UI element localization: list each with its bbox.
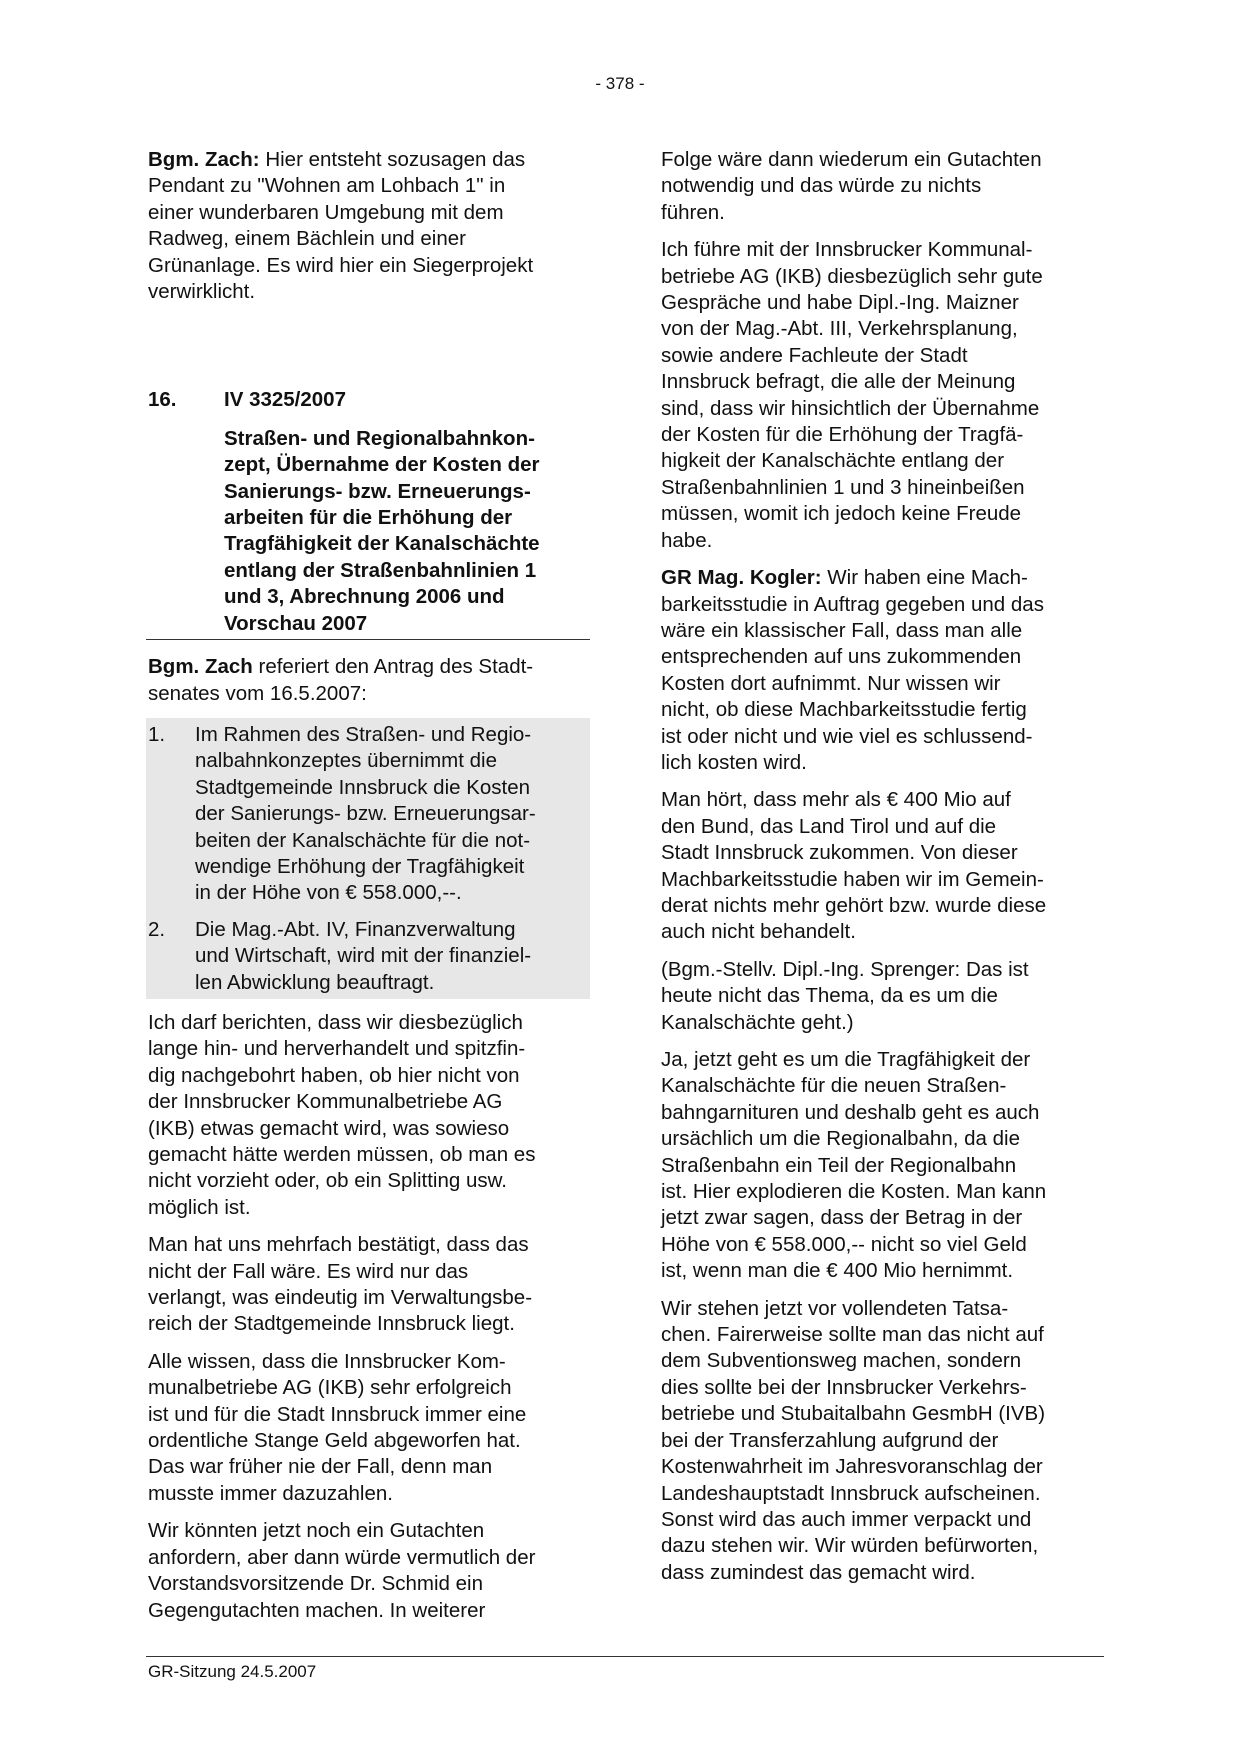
text-line: sowie andere Fachleute der Stadt — [661, 343, 968, 367]
text-line: Wir stehen jetzt vor vollendeten Tatsa- — [661, 1296, 1009, 1320]
text-line: barkeitsstudie in Auftrag gegeben und das — [661, 592, 1044, 616]
title-line: entlang der Straßenbahnlinien 1 — [224, 558, 537, 582]
text-line: wäre ein klassischer Fall, dass man alle — [661, 618, 1023, 642]
text-line: ist und für die Stadt Innsbruck immer eine — [148, 1402, 527, 1426]
motion-item-number: 2. — [148, 917, 166, 941]
text-line: Alle wissen, dass die Innsbrucker Kom- — [148, 1349, 506, 1373]
paragraph-bgm-zach-intro — [148, 147, 590, 305]
text-line: verlangt, was eindeutig im Verwaltungsbe- — [148, 1286, 533, 1310]
motion-box — [146, 718, 590, 999]
text-line: bahngarnituren und deshalb geht es auch — [661, 1100, 1040, 1124]
speaker-name: GR Mag. Kogler: — [661, 566, 822, 590]
footer-divider — [146, 1656, 1104, 1657]
text-line: Ich darf berichten, dass wir diesbezüglich — [148, 1010, 523, 1034]
text-line: Die Mag.-Abt. IV, Finanzverwaltung — [195, 917, 516, 941]
paragraph — [661, 1296, 1103, 1586]
text-line: dem Subventionsweg machen, sondern — [661, 1349, 1022, 1373]
left-column — [148, 147, 590, 1635]
text-line: dazu stehen wir. Wir würden befürworten, — [661, 1534, 1039, 1558]
speaker-name: Bgm. Zach — [148, 655, 253, 679]
text-line: habe. — [661, 528, 713, 552]
footer-session-date: GR-Sitzung 24.5.2007 — [148, 1662, 317, 1681]
text-line: musste immer dazuzahlen. — [148, 1481, 393, 1505]
text-line: nicht der Fall wäre. Es wird nur das — [148, 1259, 469, 1283]
text-line: Kanalschächte für die neuen Straßen- — [661, 1074, 1007, 1098]
motion-item-number: 1. — [148, 722, 166, 746]
text-line: notwendig und das würde zu nichts — [661, 174, 982, 198]
text-line: Pendant zu "Wohnen am Lohbach 1" in — [148, 174, 506, 198]
text-line: (Bgm.-Stellv. Dipl.-Ing. Sprenger: Das ist — [661, 957, 1029, 981]
text-line: Landeshauptstadt Innsbruck aufscheinen. — [661, 1481, 1041, 1505]
text-line: Stadtgemeinde Innsbruck die Kosten — [195, 775, 531, 799]
text-line: Radweg, einem Bächlein und einer — [148, 227, 466, 251]
text-line: reich der Stadtgemeinde Innsbruck liegt. — [148, 1312, 515, 1336]
text-line: anfordern, aber dann würde vermutlich der — [148, 1545, 536, 1569]
motion-item-text — [195, 917, 590, 996]
paragraph-gr-mag-kogler — [661, 565, 1103, 776]
text-line: chen. Fairerweise sollte man das nicht auf — [661, 1323, 1044, 1347]
speaker-name: Bgm. Zach: — [148, 148, 260, 171]
text-line: verwirklicht. — [148, 280, 256, 304]
text-line: derat nichts mehr gehört bzw. wurde diese — [661, 893, 1047, 917]
text-line: gemacht hätte werden müssen, ob man es — [148, 1143, 536, 1166]
title-line: Sanierungs- bzw. Erneuerungs- — [224, 479, 531, 503]
text-line: ursächlich um die Regionalbahn, da die — [661, 1127, 1020, 1151]
text-line: bei der Transferzahlung aufgrund der — [661, 1428, 999, 1452]
text-line: in der Höhe von € 558.000,--. — [195, 881, 462, 905]
text-line: der Innsbrucker Kommunalbetriebe AG — [148, 1090, 503, 1114]
paragraph — [661, 147, 1103, 226]
paragraph — [148, 1349, 590, 1507]
text-line: und Wirtschaft, wird mit der finanziel- — [195, 944, 532, 968]
text-line: beiten der Kanalschächte für die not- — [195, 828, 531, 852]
paragraph — [148, 1518, 590, 1624]
text-line: higkeit der Kanalschächte entlang der — [661, 449, 1005, 473]
text-line: den Bund, das Land Tirol und auf die — [661, 814, 997, 838]
text-line: referiert den Antrag des Stadt- — [252, 655, 534, 679]
text-line: senates vom 16.5.2007: — [148, 681, 367, 705]
text-line: lich kosten wird. — [661, 750, 807, 774]
text-line: nicht, ob diese Machbarkeitsstudie fertig — [661, 698, 1027, 722]
text-line: Im Rahmen des Straßen- und Regio- — [195, 722, 532, 746]
text-line: müssen, womit ich jedoch keine Freude — [661, 502, 1022, 526]
text-line: Höhe von € 558.000,-- nicht so viel Geld — [661, 1232, 1027, 1256]
text-line: Straßenbahn ein Teil der Regionalbahn — [661, 1153, 1017, 1177]
text-line: nicht vorzieht oder, ob ein Splitting usw. — [148, 1169, 507, 1193]
text-line: Man hört, dass mehr als € 400 Mio auf — [661, 788, 1011, 812]
paragraph — [148, 1010, 590, 1221]
text-line: sind, dass wir hinsichtlich der Übernahme — [661, 396, 1040, 420]
text-line: len Abwicklung beauftragt. — [195, 970, 435, 994]
text-line: betriebe AG (IKB) diesbezüglich sehr gute — [661, 264, 1043, 288]
paragraph-interjection — [661, 957, 1103, 1036]
text-line: Machbarkeitsstudie haben wir im Gemein- — [661, 867, 1044, 891]
text-line: Sonst wird das auch immer verpackt und — [661, 1507, 1032, 1531]
text-line: Das war früher nie der Fall, denn man — [148, 1455, 493, 1479]
paragraph — [661, 237, 1103, 554]
text-line: von der Mag.-Abt. III, Verkehrsplanung, — [661, 317, 1018, 341]
agenda-item-title — [224, 426, 590, 639]
page-number: - 378 - — [595, 74, 645, 93]
text-line: dies sollte bei der Innsbrucker Verkehrs- — [661, 1375, 1027, 1399]
motion-item — [148, 722, 590, 907]
text-line: entsprechenden auf uns zukommenden — [661, 645, 1022, 669]
text-line: Gespräche und habe Dipl.-Ing. Maizner — [661, 291, 1019, 315]
paragraph-referiert — [148, 654, 590, 707]
title-line: Tragfähigkeit der Kanalschächte — [224, 532, 540, 556]
text-line: Innsbruck befragt, die alle der Meinung — [661, 370, 1016, 394]
text-line: dass zumindest das gemacht wird. — [661, 1560, 976, 1584]
text-line: Wir haben eine Mach- — [821, 566, 1028, 590]
text-line: Kostenwahrheit im Jahresvoranschlag der — [661, 1455, 1043, 1479]
text-line: Kosten dort aufnimmt. Nur wissen wir — [661, 671, 1001, 695]
text-line: einer wunderbaren Umgebung mit dem — [148, 200, 504, 224]
text-line: Ich führe mit der Innsbrucker Kommunal- — [661, 238, 1033, 262]
title-line: zept, Übernahme der Kosten der — [224, 453, 540, 477]
right-column — [661, 147, 1103, 1597]
text-line: Wir könnten jetzt noch ein Gutachten — [148, 1519, 485, 1543]
agenda-item-number: 16. — [148, 388, 177, 412]
title-line: arbeiten für die Erhöhung der — [224, 506, 513, 530]
text-line: Ja, jetzt geht es um die Tragfähigkeit der — [661, 1048, 1031, 1071]
agenda-item-divider — [146, 639, 590, 640]
text-line: der Sanierungs- bzw. Erneuerungsar- — [195, 802, 536, 826]
text-line: Folge wäre dann wiederum ein Gutachten — [661, 148, 1042, 171]
text-line: lange hin- und herverhandelt und spitzfin- — [148, 1037, 526, 1061]
text-line: Hier entsteht sozusagen das — [259, 148, 526, 171]
paragraph — [661, 1047, 1103, 1285]
text-line: ist oder nicht und wie viel es schlussend- — [661, 724, 1033, 748]
text-line: ordentliche Stange Geld abgeworfen hat. — [148, 1429, 521, 1453]
text-line: ist. Hier explodieren die Kosten. Man kann — [661, 1180, 1047, 1204]
text-line: möglich ist. — [148, 1195, 251, 1219]
text-line: der Kosten für die Erhöhung der Tragfä- — [661, 423, 1024, 447]
text-line: Stadt Innsbruck zukommen. Von dieser — [661, 841, 1018, 865]
motion-item-text — [195, 722, 590, 907]
text-line: Grünanlage. Es wird hier ein Siegerprojekt — [148, 253, 534, 277]
text-line: Man hat uns mehrfach bestätigt, dass das — [148, 1233, 529, 1257]
text-line: jetzt zwar sagen, dass der Betrag in der — [661, 1206, 1023, 1230]
title-line: Straßen- und Regionalbahnkon- — [224, 426, 535, 450]
text-line: (IKB) etwas gemacht wird, was sowieso — [148, 1116, 510, 1140]
agenda-item-header — [148, 387, 590, 413]
text-line: munalbetriebe AG (IKB) sehr erfolgreich — [148, 1376, 512, 1400]
text-line: Gegengutachten machen. In weiterer — [148, 1598, 486, 1622]
text-line: Straßenbahnlinien 1 und 3 hineinbeißen — [661, 475, 1025, 499]
paragraph — [148, 1232, 590, 1338]
title-line: und 3, Abrechnung 2006 und — [224, 585, 505, 609]
text-line: führen. — [661, 200, 725, 224]
motion-item — [148, 917, 590, 996]
text-line: dig nachgebohrt haben, ob hier nicht von — [148, 1063, 520, 1087]
text-line: betriebe und Stubaitalbahn GesmbH (IVB) — [661, 1402, 1046, 1426]
paragraph — [661, 787, 1103, 945]
text-line: Vorstandsvorsitzende Dr. Schmid ein — [148, 1572, 483, 1596]
text-line: auch nicht behandelt. — [661, 920, 856, 944]
text-line: wendige Erhöhung der Tragfähigkeit — [195, 854, 525, 878]
agenda-item-reference: IV 3325/2007 — [224, 388, 346, 412]
text-line: nalbahnkonzeptes übernimmt die — [195, 749, 497, 773]
text-line: ist, wenn man die € 400 Mio hernimmt. — [661, 1259, 1014, 1283]
title-line: Vorschau 2007 — [224, 611, 368, 635]
text-line: heute nicht das Thema, da es um die — [661, 984, 998, 1008]
text-line: Kanalschächte geht.) — [661, 1010, 854, 1034]
